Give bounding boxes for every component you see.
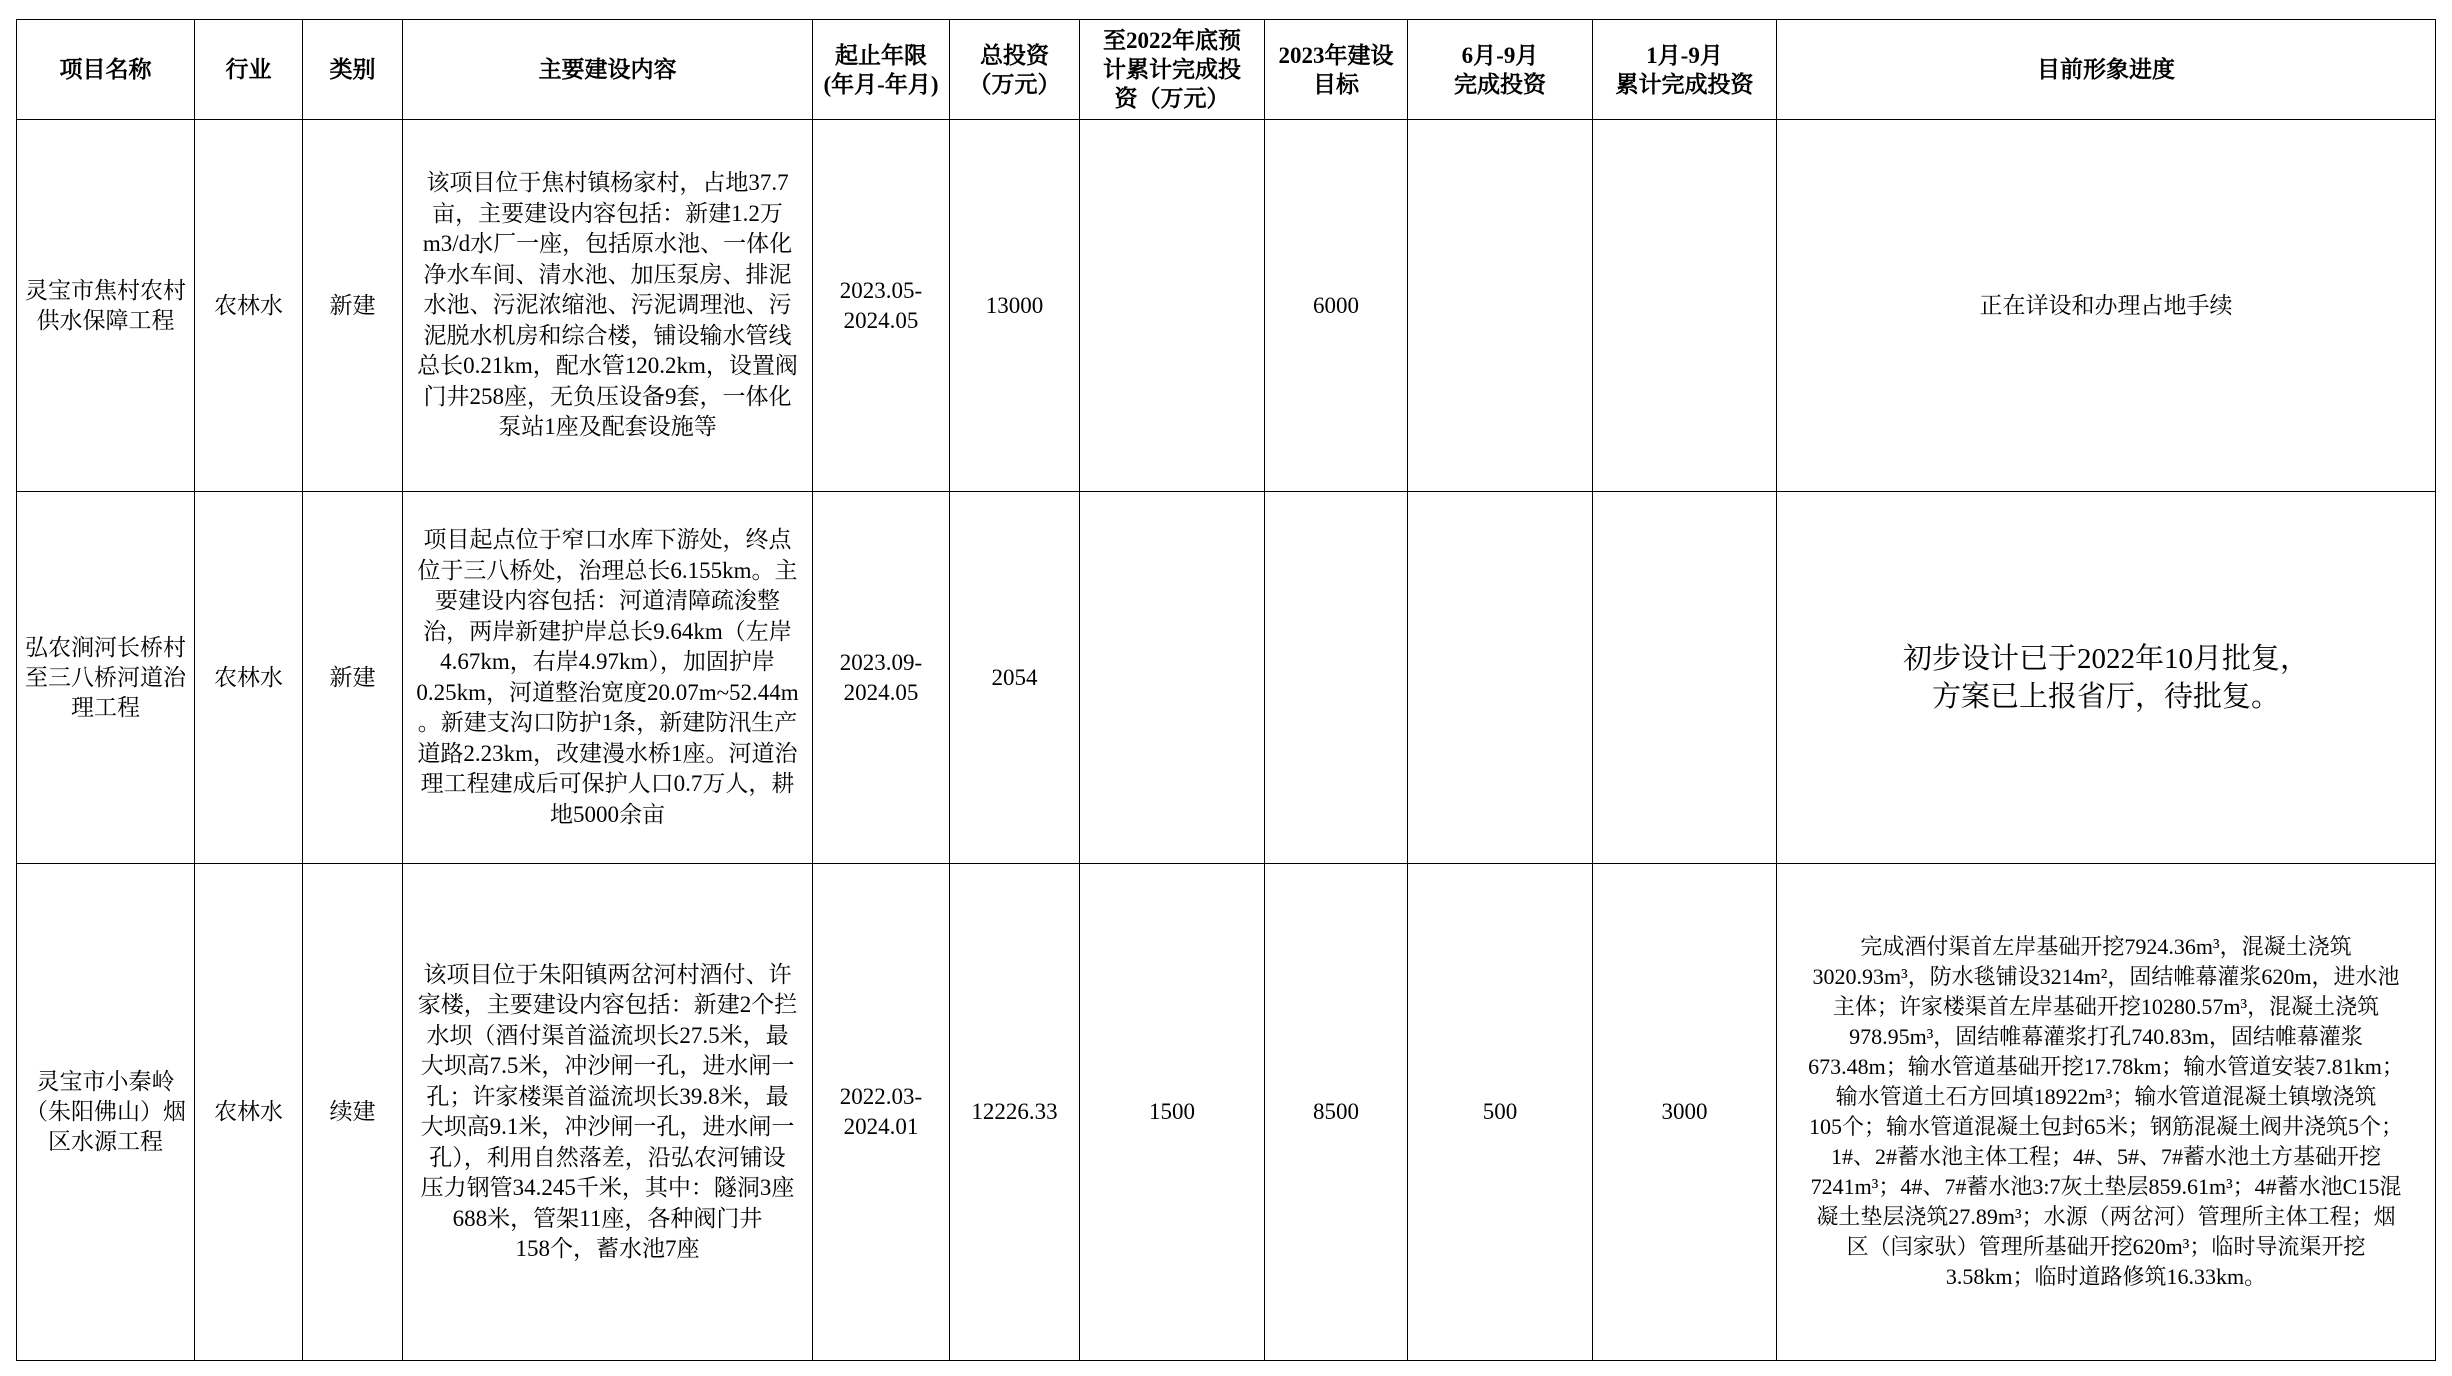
progress-line: 初步设计已于2022年10月批复， bbox=[1902, 642, 2309, 675]
target-2023-cell: 8500 bbox=[1265, 864, 1408, 1361]
invest-jan-sep-cell bbox=[1593, 120, 1777, 492]
cumulative-2022-cell bbox=[1080, 120, 1265, 492]
content-line: 净水车间、清水池、加压泵房、排泥 bbox=[423, 261, 792, 287]
table-row bbox=[17, 492, 2436, 864]
invest-jan-sep-cell bbox=[1593, 492, 1777, 864]
project-name-line: 至三八桥河道治 bbox=[25, 664, 186, 690]
header-industry bbox=[195, 20, 303, 120]
progress-line: 正在详设和办理占地手续 bbox=[1979, 292, 2233, 318]
project-name-line: （朱阳佛山）烟 bbox=[25, 1099, 186, 1124]
progress-line: 区（闫家驮）管理所基础开挖620m³；临时导流渠开挖 bbox=[1846, 1234, 2366, 1259]
period-cell bbox=[813, 864, 950, 1361]
content-line: 水池、污泥浓缩池、污泥调理池、污 bbox=[423, 292, 792, 318]
content-line: 水坝（酒付渠首溢流坝长27.5米，最 bbox=[426, 1022, 789, 1048]
header-label-line: (年月-年月) bbox=[823, 71, 939, 97]
period-cell bbox=[813, 120, 950, 492]
header-progress bbox=[1777, 20, 2436, 120]
content-line: 大坝高7.5米，冲沙闸一孔，进水闸一 bbox=[420, 1053, 795, 1078]
industry-cell: 农林水 bbox=[195, 492, 303, 864]
content-line: 。新建支沟口防护1条，新建防汛生产 bbox=[417, 710, 798, 735]
header-label: 主要建设内容 bbox=[538, 57, 677, 82]
period-cell bbox=[813, 492, 950, 864]
progress-cell bbox=[1777, 492, 2436, 864]
content-line: 泵站1座及配套设施等 bbox=[498, 414, 717, 440]
target-2023-cell bbox=[1265, 492, 1408, 864]
progress-line: 3.58km；临时道路修筑16.33km。 bbox=[1945, 1264, 2267, 1289]
category-cell: 续建 bbox=[303, 864, 403, 1361]
table-row bbox=[17, 864, 2436, 1361]
invest-jun-sep-cell bbox=[1408, 492, 1593, 864]
content-line: 门井258座，无负压设备9套，一体化 bbox=[423, 383, 792, 409]
period-line: 2023.05- bbox=[839, 277, 923, 303]
header-label-line: 总投资 bbox=[980, 42, 1049, 68]
progress-line: 3020.93m³，防水毯铺设3214m²，固结帷幕灌浆620m，进水池 bbox=[1812, 964, 2400, 989]
progress-line: 凝土垫层浇筑27.89m³；水源（两岔河）管理所主体工程；烟 bbox=[1816, 1204, 2396, 1229]
content-line: 位于三八桥处，治理总长6.155km。主 bbox=[417, 557, 798, 583]
total-investment-cell: 2054 bbox=[950, 492, 1080, 864]
header-period bbox=[813, 20, 950, 120]
header-category bbox=[303, 20, 403, 120]
content-line: 泥脱水机房和综合楼，铺设输水管线 bbox=[423, 322, 792, 348]
progress-cell bbox=[1777, 864, 2436, 1361]
progress-line: 1#、2#蓄水池主体工程；4#、5#、7#蓄水池土方基础开挖 bbox=[1830, 1144, 2381, 1169]
progress-line: 主体；许家楼渠首左岸基础开挖10280.57m³，混凝土浇筑 bbox=[1832, 994, 2380, 1019]
content-line: 4.67km，右岸4.97km），加固护岸 bbox=[440, 649, 775, 674]
total-investment-cell: 13000 bbox=[950, 120, 1080, 492]
content-line: 治，两岸新建护岸总长9.64km（左岸 bbox=[423, 618, 792, 644]
progress-line: 输水管道土石方回填18922m³；输水管道混凝土镇墩浇筑 bbox=[1835, 1084, 2377, 1109]
invest-jun-sep-cell bbox=[1408, 120, 1593, 492]
main-content-cell bbox=[403, 492, 813, 864]
cumulative-2022-cell: 1500 bbox=[1080, 864, 1265, 1361]
period-line: 2024.05 bbox=[843, 307, 919, 333]
header-label: 目前形象进度 bbox=[2037, 57, 2175, 82]
progress-cell bbox=[1777, 120, 2436, 492]
main-content-cell bbox=[403, 864, 813, 1361]
table-row bbox=[17, 120, 2436, 492]
header-cumulative-2022 bbox=[1080, 20, 1265, 120]
header-label-line: 目标 bbox=[1313, 71, 1359, 97]
period-line: 2022.03- bbox=[839, 1084, 923, 1109]
project-name-cell bbox=[17, 120, 195, 492]
industry-cell: 农林水 bbox=[195, 120, 303, 492]
project-name-line: 灵宝市焦村农村 bbox=[25, 277, 186, 303]
period-line: 2023.09- bbox=[839, 649, 923, 675]
header-target-2023 bbox=[1265, 20, 1408, 120]
period-line: 2024.05 bbox=[843, 679, 919, 705]
header-label-line: （万元） bbox=[968, 71, 1061, 97]
header-total-investment bbox=[950, 20, 1080, 120]
content-line: 亩，主要建设内容包括：新建1.2万 bbox=[432, 200, 783, 226]
header-label: 项目名称 bbox=[59, 57, 152, 82]
progress-line: 978.95m³，固结帷幕灌浆打孔740.83m，固结帷幕灌浆 bbox=[1849, 1024, 2363, 1049]
industry-cell: 农林水 bbox=[195, 864, 303, 1361]
header-label: 行业 bbox=[225, 57, 272, 82]
header-label-line: 计累计完成投 bbox=[1103, 57, 1241, 82]
project-name-cell bbox=[17, 864, 195, 1361]
project-name-line: 弘农涧河长桥村 bbox=[25, 634, 186, 660]
content-line: 项目起点位于窄口水库下游处，终点 bbox=[423, 527, 792, 552]
progress-line: 方案已上报省厅，待批复。 bbox=[1931, 680, 2280, 713]
project-name-line: 区水源工程 bbox=[48, 1129, 163, 1154]
total-investment-cell: 12226.33 bbox=[950, 864, 1080, 1361]
content-line: 道路2.23km，改建漫水桥1座。河道治 bbox=[417, 740, 798, 766]
content-line: 158个，蓄水池7座 bbox=[515, 1236, 700, 1261]
header-invest-jan-sep bbox=[1593, 20, 1777, 120]
project-name-cell bbox=[17, 492, 195, 864]
cumulative-2022-cell bbox=[1080, 492, 1265, 864]
header-main-content bbox=[403, 20, 813, 120]
project-name-line: 理工程 bbox=[71, 694, 140, 720]
header-invest-jun-sep bbox=[1408, 20, 1593, 120]
content-line: 要建设内容包括：河道清障疏浚整 bbox=[435, 588, 780, 613]
invest-jun-sep-cell: 500 bbox=[1408, 864, 1593, 1361]
content-line: 压力钢管34.245千米，其中：隧洞3座 bbox=[420, 1175, 795, 1200]
period-line: 2024.01 bbox=[843, 1114, 919, 1139]
header-label-line: 资（万元） bbox=[1114, 86, 1230, 111]
content-line: 理工程建成后可保护人口0.7万人，耕 bbox=[420, 771, 795, 796]
progress-line: 完成酒付渠首左岸基础开挖7924.36m³，混凝土浇筑 bbox=[1860, 934, 2352, 959]
content-line: 家楼，主要建设内容包括：新建2个拦 bbox=[417, 992, 798, 1017]
header-label-line: 完成投资 bbox=[1454, 71, 1546, 97]
project-table bbox=[16, 19, 2436, 1361]
target-2023-cell: 6000 bbox=[1265, 120, 1408, 492]
progress-line: 105个；输水管道混凝土包封65米；钢筋混凝土阀井浇筑5个； bbox=[1808, 1114, 2403, 1139]
project-name-line: 灵宝市小秦岭 bbox=[36, 1069, 175, 1094]
content-line: 孔），利用自然落差，沿弘农河铺设 bbox=[429, 1144, 786, 1170]
header-label: 类别 bbox=[329, 57, 376, 82]
category-cell: 新建 bbox=[303, 120, 403, 492]
table-header-row bbox=[17, 20, 2436, 120]
content-line: m3/d水厂一座，包括原水池、一体化 bbox=[422, 231, 793, 257]
content-line: 孔；许家楼渠首溢流坝长39.8米，最 bbox=[426, 1083, 789, 1109]
content-line: 0.25km，河道整治宽度20.07m~52.44m bbox=[416, 679, 799, 705]
header-label-line: 至2022年底预 bbox=[1103, 28, 1241, 53]
content-line: 总长0.21km，配水管120.2km，设置阀 bbox=[417, 353, 798, 379]
content-line: 地5000余亩 bbox=[550, 801, 665, 827]
header-label-line: 起止年限 bbox=[835, 42, 927, 68]
header-project-name bbox=[17, 20, 195, 120]
category-cell: 新建 bbox=[303, 492, 403, 864]
header-label-line: 1月-9月 bbox=[1646, 42, 1723, 68]
header-label-line: 累计完成投资 bbox=[1615, 71, 1754, 97]
content-line: 大坝高9.1米，冲沙闸一孔，进水闸一 bbox=[420, 1114, 795, 1139]
invest-jan-sep-cell: 3000 bbox=[1593, 864, 1777, 1361]
progress-line: 673.48m；输水管道基础开挖17.78km；输水管道安装7.81km； bbox=[1808, 1054, 2404, 1079]
content-line: 该项目位于焦村镇杨家村，占地37.7 bbox=[426, 170, 789, 196]
header-label-line: 6月-9月 bbox=[1461, 42, 1539, 68]
project-name-line: 供水保障工程 bbox=[36, 307, 175, 333]
content-line: 688米，管架11座，各种阀门井 bbox=[452, 1205, 763, 1231]
header-label-line: 2023年建设 bbox=[1278, 42, 1394, 68]
content-line: 该项目位于朱阳镇两岔河村酒付、许 bbox=[423, 961, 792, 987]
progress-line: 7241m³；4#、7#蓄水池3:7灰土垫层859.61m³；4#蓄水池C15混 bbox=[1810, 1174, 2402, 1199]
main-content-cell bbox=[403, 120, 813, 492]
